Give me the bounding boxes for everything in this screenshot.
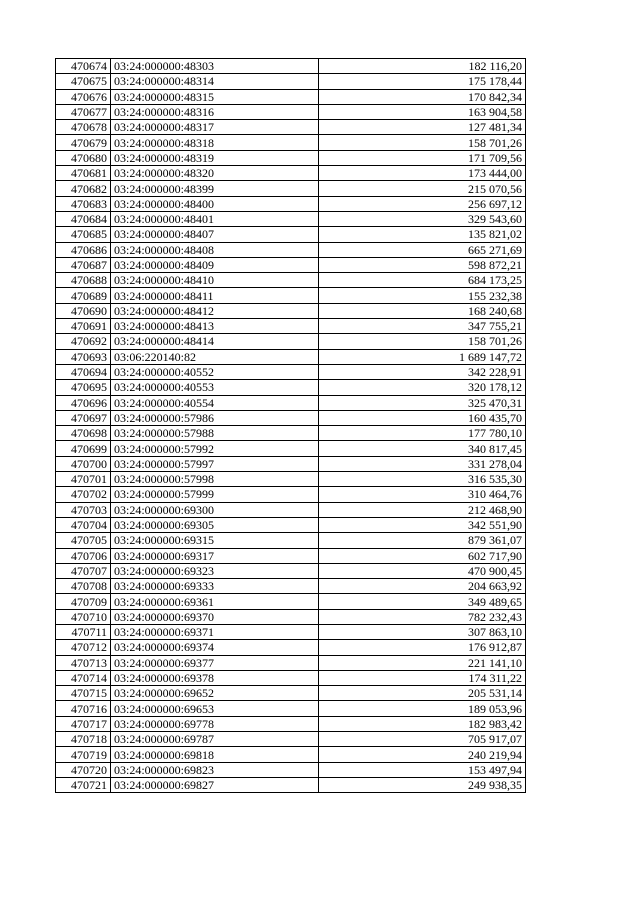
cadastral-value-cell: 155 232,38 [319,288,526,303]
cadastral-value-cell: 153 497,94 [319,762,526,777]
table-row [56,624,526,639]
cadastral-number-cell: 03:24:000000:69787 [111,732,319,747]
table-row [56,686,526,701]
row-number-cell: 470709 [56,594,111,609]
row-number-cell: 470688 [56,273,111,288]
table-row [56,548,526,563]
cadastral-value-cell: 320 178,12 [319,380,526,395]
cadastral-number-cell: 03:24:000000:48316 [111,104,319,119]
cadastral-number-cell: 03:24:000000:69378 [111,670,319,685]
cadastral-number-cell: 03:24:000000:40553 [111,380,319,395]
cadastral-number-cell: 03:24:000000:69370 [111,609,319,624]
cadastral-value-cell: 347 755,21 [319,319,526,334]
row-number-cell: 470694 [56,364,111,379]
cadastral-number-cell: 03:24:000000:69653 [111,701,319,716]
table-row [56,410,526,425]
table-row [56,227,526,242]
cadastral-number-cell: 03:24:000000:69317 [111,548,319,563]
table-row [56,732,526,747]
table-row [56,777,526,792]
cadastral-number-cell: 03:24:000000:69300 [111,502,319,517]
table-row [56,349,526,364]
cadastral-value-cell: 171 709,56 [319,150,526,165]
cadastral-number-cell: 03:24:000000:48407 [111,227,319,242]
row-number-cell: 470678 [56,120,111,135]
row-number-cell: 470679 [56,135,111,150]
cadastral-number-cell: 03:24:000000:48414 [111,334,319,349]
row-number-cell: 470721 [56,777,111,792]
cadastral-value-cell: 782 232,43 [319,609,526,624]
row-number-cell: 470674 [56,59,111,74]
cadastral-number-cell: 03:24:000000:48401 [111,211,319,226]
table-row [56,395,526,410]
row-number-cell: 470680 [56,150,111,165]
row-number-cell: 470719 [56,747,111,762]
cadastral-number-cell: 03:24:000000:48314 [111,74,319,89]
cadastral-value-cell: 349 489,65 [319,594,526,609]
cadastral-value-cell: 342 228,91 [319,364,526,379]
row-number-cell: 470691 [56,319,111,334]
table-row [56,655,526,670]
cadastral-value-cell: 158 701,26 [319,334,526,349]
cadastral-number-cell: 03:24:000000:48303 [111,59,319,74]
table-body [56,59,526,793]
cadastral-value-cell: 135 821,02 [319,227,526,242]
table-row [56,319,526,334]
row-number-cell: 470685 [56,227,111,242]
table-row [56,487,526,502]
row-number-cell: 470704 [56,517,111,532]
table-row [56,609,526,624]
cadastral-number-cell: 03:24:000000:57986 [111,410,319,425]
table-row [56,104,526,119]
cadastral-value-cell: 331 278,04 [319,456,526,471]
row-number-cell: 470686 [56,242,111,257]
row-number-cell: 470712 [56,640,111,655]
document-page [55,58,525,793]
cadastral-value-cell: 240 219,94 [319,747,526,762]
table-row [56,135,526,150]
row-number-cell: 470710 [56,609,111,624]
row-number-cell: 470692 [56,334,111,349]
table-row [56,456,526,471]
table-row [56,747,526,762]
cadastral-value-cell: 470 900,45 [319,563,526,578]
table-row [56,563,526,578]
cadastral-number-cell: 03:24:000000:48410 [111,273,319,288]
row-number-cell: 470703 [56,502,111,517]
cadastral-value-cell: 173 444,00 [319,166,526,181]
cadastral-value-cell: 1 689 147,72 [319,349,526,364]
row-number-cell: 470689 [56,288,111,303]
table-row [56,380,526,395]
cadastral-number-cell: 03:24:000000:48317 [111,120,319,135]
cadastral-number-cell: 03:24:000000:48413 [111,319,319,334]
table-row [56,762,526,777]
row-number-cell: 470681 [56,166,111,181]
row-number-cell: 470714 [56,670,111,685]
cadastral-number-cell: 03:24:000000:57998 [111,472,319,487]
cadastral-number-cell: 03:24:000000:48320 [111,166,319,181]
cadastral-value-table [55,58,526,793]
table-row [56,89,526,104]
cadastral-number-cell: 03:24:000000:69333 [111,579,319,594]
cadastral-value-cell: 215 070,56 [319,181,526,196]
cadastral-value-cell: 163 904,58 [319,104,526,119]
table-row [56,257,526,272]
table-row [56,472,526,487]
row-number-cell: 470713 [56,655,111,670]
cadastral-value-cell: 204 663,92 [319,579,526,594]
row-number-cell: 470696 [56,395,111,410]
table-row [56,701,526,716]
table-row [56,594,526,609]
cadastral-number-cell: 03:24:000000:69377 [111,655,319,670]
table-row [56,120,526,135]
table-row [56,242,526,257]
table-row [56,166,526,181]
cadastral-value-cell: 249 938,35 [319,777,526,792]
cadastral-value-cell: 340 817,45 [319,441,526,456]
row-number-cell: 470676 [56,89,111,104]
cadastral-value-cell: 310 464,76 [319,487,526,502]
cadastral-number-cell: 03:24:000000:69371 [111,624,319,639]
cadastral-value-cell: 256 697,12 [319,196,526,211]
cadastral-value-cell: 182 116,20 [319,59,526,74]
cadastral-value-cell: 221 141,10 [319,655,526,670]
cadastral-value-cell: 175 178,44 [319,74,526,89]
cadastral-number-cell: 03:24:000000:69652 [111,686,319,701]
cadastral-number-cell: 03:24:000000:48318 [111,135,319,150]
row-number-cell: 470700 [56,456,111,471]
cadastral-value-cell: 127 481,34 [319,120,526,135]
cadastral-value-cell: 170 842,34 [319,89,526,104]
row-number-cell: 470677 [56,104,111,119]
cadastral-number-cell: 03:24:000000:40554 [111,395,319,410]
cadastral-value-cell: 705 917,07 [319,732,526,747]
cadastral-number-cell: 03:24:000000:48399 [111,181,319,196]
cadastral-number-cell: 03:24:000000:48408 [111,242,319,257]
cadastral-value-cell: 598 872,21 [319,257,526,272]
row-number-cell: 470684 [56,211,111,226]
row-number-cell: 470699 [56,441,111,456]
cadastral-number-cell: 03:24:000000:69827 [111,777,319,792]
row-number-cell: 470708 [56,579,111,594]
cadastral-number-cell: 03:24:000000:69305 [111,517,319,532]
cadastral-value-cell: 879 361,07 [319,533,526,548]
cadastral-value-cell: 684 173,25 [319,273,526,288]
table-row [56,334,526,349]
row-number-cell: 470701 [56,472,111,487]
cadastral-number-cell: 03:24:000000:69323 [111,563,319,578]
table-row [56,441,526,456]
row-number-cell: 470716 [56,701,111,716]
table-row [56,196,526,211]
cadastral-value-cell: 329 543,60 [319,211,526,226]
table-row [56,670,526,685]
table-row [56,74,526,89]
cadastral-value-cell: 342 551,90 [319,517,526,532]
row-number-cell: 470718 [56,732,111,747]
table-row [56,181,526,196]
row-number-cell: 470695 [56,380,111,395]
row-number-cell: 470715 [56,686,111,701]
cadastral-value-cell: 168 240,68 [319,303,526,318]
cadastral-number-cell: 03:24:000000:57999 [111,487,319,502]
cadastral-value-cell: 307 863,10 [319,624,526,639]
cadastral-value-cell: 177 780,10 [319,426,526,441]
row-number-cell: 470707 [56,563,111,578]
cadastral-number-cell: 03:24:000000:69315 [111,533,319,548]
cadastral-value-cell: 212 468,90 [319,502,526,517]
table-row [56,716,526,731]
cadastral-number-cell: 03:24:000000:69818 [111,747,319,762]
table-row [56,273,526,288]
row-number-cell: 470690 [56,303,111,318]
table-row [56,59,526,74]
row-number-cell: 470687 [56,257,111,272]
row-number-cell: 470698 [56,426,111,441]
row-number-cell: 470720 [56,762,111,777]
cadastral-number-cell: 03:24:000000:57988 [111,426,319,441]
table-row [56,502,526,517]
cadastral-number-cell: 03:24:000000:69374 [111,640,319,655]
table-row [56,517,526,532]
row-number-cell: 470683 [56,196,111,211]
cadastral-value-cell: 325 470,31 [319,395,526,410]
cadastral-number-cell: 03:24:000000:48319 [111,150,319,165]
table-row [56,288,526,303]
row-number-cell: 470705 [56,533,111,548]
row-number-cell: 470706 [56,548,111,563]
row-number-cell: 470702 [56,487,111,502]
cadastral-value-cell: 602 717,90 [319,548,526,563]
cadastral-number-cell: 03:24:000000:69778 [111,716,319,731]
cadastral-number-cell: 03:06:220140:82 [111,349,319,364]
table-row [56,303,526,318]
cadastral-value-cell: 158 701,26 [319,135,526,150]
cadastral-number-cell: 03:24:000000:69823 [111,762,319,777]
cadastral-number-cell: 03:24:000000:69361 [111,594,319,609]
cadastral-number-cell: 03:24:000000:40552 [111,364,319,379]
cadastral-value-cell: 665 271,69 [319,242,526,257]
row-number-cell: 470693 [56,349,111,364]
cadastral-number-cell: 03:24:000000:48409 [111,257,319,272]
row-number-cell: 470682 [56,181,111,196]
cadastral-value-cell: 189 053,96 [319,701,526,716]
cadastral-number-cell: 03:24:000000:48412 [111,303,319,318]
cadastral-value-cell: 160 435,70 [319,410,526,425]
cadastral-number-cell: 03:24:000000:57997 [111,456,319,471]
cadastral-value-cell: 205 531,14 [319,686,526,701]
table-row [56,150,526,165]
table-row [56,211,526,226]
cadastral-value-cell: 176 912,87 [319,640,526,655]
cadastral-number-cell: 03:24:000000:48400 [111,196,319,211]
table-row [56,579,526,594]
cadastral-number-cell: 03:24:000000:48411 [111,288,319,303]
cadastral-number-cell: 03:24:000000:48315 [111,89,319,104]
table-row [56,364,526,379]
cadastral-value-cell: 174 311,22 [319,670,526,685]
table-row [56,426,526,441]
row-number-cell: 470697 [56,410,111,425]
cadastral-number-cell: 03:24:000000:57992 [111,441,319,456]
row-number-cell: 470711 [56,624,111,639]
row-number-cell: 470717 [56,716,111,731]
cadastral-value-cell: 182 983,42 [319,716,526,731]
table-row [56,533,526,548]
table-row [56,640,526,655]
row-number-cell: 470675 [56,74,111,89]
cadastral-value-cell: 316 535,30 [319,472,526,487]
